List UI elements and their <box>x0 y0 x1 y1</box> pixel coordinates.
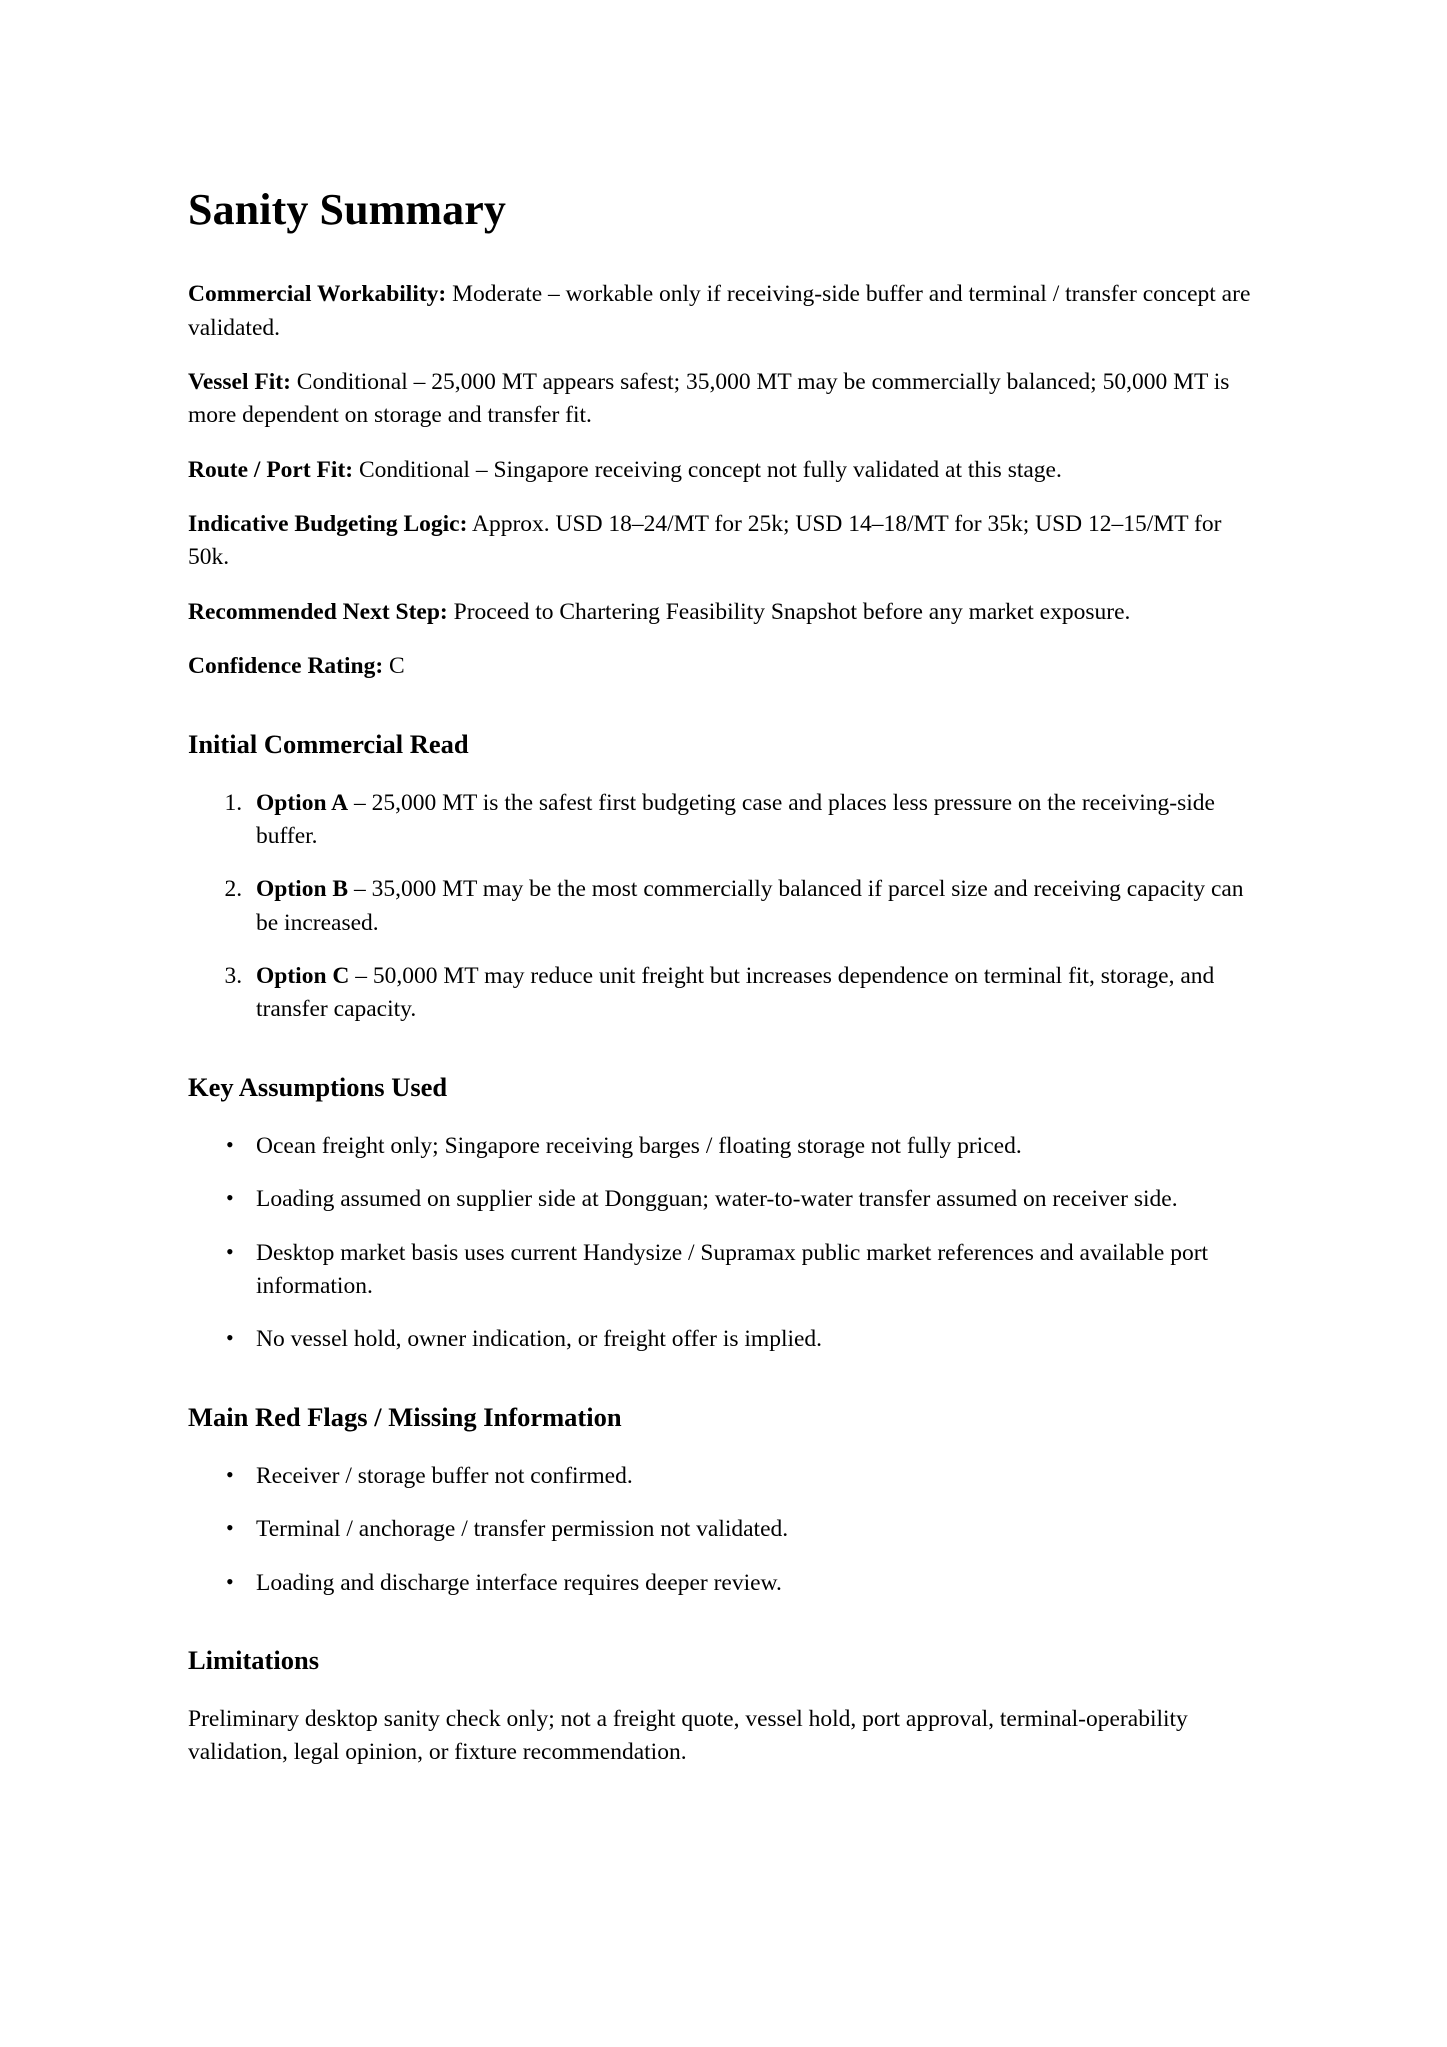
list-item-text: Loading and discharge interface requires deeper review. <box>256 1569 782 1596</box>
field-value: Proceed to Chartering Feasibility Snapshot before any market exposure. <box>447 598 1131 625</box>
list-item-text: Terminal / anchorage / transfer permission not validated. <box>256 1516 789 1543</box>
list-item <box>246 1323 1260 1356</box>
page-title: Sanity Summary <box>188 185 506 234</box>
list-item-text: – 35,000 MT may be the most commercially balanced if parcel size and receiving capacity can be increased. <box>256 876 1244 936</box>
main-red-flags-list <box>188 1460 1260 1600</box>
summary-field-confidence-rating <box>188 650 1260 683</box>
list-item <box>248 960 1260 1027</box>
section-heading-limitations: Limitations <box>188 1644 320 1675</box>
section-heading-main-red-flags: Main Red Flags / Missing Information <box>188 1401 622 1432</box>
section-heading-initial-commercial-read: Initial Commercial Read <box>188 728 469 759</box>
initial-commercial-read-list <box>188 787 1260 1027</box>
field-label: Confidence Rating: <box>188 653 384 680</box>
summary-field-route-port-fit <box>188 454 1260 487</box>
list-item <box>246 1567 1260 1600</box>
field-value: C <box>383 653 405 680</box>
section-heading-key-assumptions-used: Key Assumptions Used <box>188 1071 448 1102</box>
list-item <box>248 787 1260 854</box>
list-item <box>246 1237 1260 1304</box>
limitations-paragraph: Preliminary desktop sanity check only; not a freight quote, vessel hold, port approval, terminal-operability validation, legal opinion, or fixture recommendation. <box>188 1706 1188 1766</box>
field-value: Conditional – 25,000 MT appears safest; 35,000 MT may be commercially balanced; 50,000 MT is more dependent on storage and transfer fit. <box>188 368 1230 429</box>
list-item-lead: Option B <box>256 876 349 903</box>
list-item-text: Receiver / storage buffer not confirmed. <box>256 1462 633 1489</box>
list-item-text: No vessel hold, owner indication, or freight offer is implied. <box>256 1326 823 1353</box>
field-label: Indicative Budgeting Logic: <box>188 511 468 538</box>
summary-field-vessel-fit <box>188 366 1260 433</box>
list-item-text: Ocean freight only; Singapore receiving barges / floating storage not fully priced. <box>256 1132 1022 1159</box>
field-value: Conditional – Singapore receiving concept not fully validated at this stage. <box>353 456 1062 483</box>
list-item-text: Desktop market basis uses current Handysize / Supramax public market references and available port information. <box>256 1239 1209 1299</box>
list-item-text: – 25,000 MT is the safest first budgeting case and places less pressure on the receiving-side buffer. <box>256 789 1215 849</box>
summary-field-recommended-next-step <box>188 596 1260 629</box>
list-item-text: – 50,000 MT may reduce unit freight but increases dependence on terminal fit, storage, and transfer capacity. <box>256 963 1215 1023</box>
field-label: Vessel Fit: <box>188 368 291 395</box>
list-item <box>248 873 1260 940</box>
field-value: Approx. USD 18–24/MT for 25k; USD 14–18/MT for 35k; USD 12–15/MT for 50k. <box>188 511 1222 571</box>
field-value: Moderate – workable only if receiving-side buffer and terminal / transfer concept are validated. <box>188 281 1251 341</box>
list-item <box>246 1130 1260 1163</box>
list-item-lead: Option A <box>256 789 349 816</box>
list-item <box>246 1460 1260 1493</box>
list-item <box>246 1183 1260 1216</box>
list-item-text: Loading assumed on supplier side at Dongguan; water-to-water transfer assumed on receiver side. <box>256 1186 1178 1213</box>
list-item-lead: Option C <box>256 963 350 990</box>
field-label: Route / Port Fit: <box>188 456 354 483</box>
summary-field-indicative-budgeting-logic <box>188 508 1260 575</box>
field-label: Recommended Next Step: <box>188 598 448 625</box>
field-label: Commercial Workability: <box>188 281 447 308</box>
list-item <box>246 1513 1260 1546</box>
key-assumptions-list <box>188 1130 1260 1357</box>
summary-field-commercial-workability <box>188 278 1260 345</box>
